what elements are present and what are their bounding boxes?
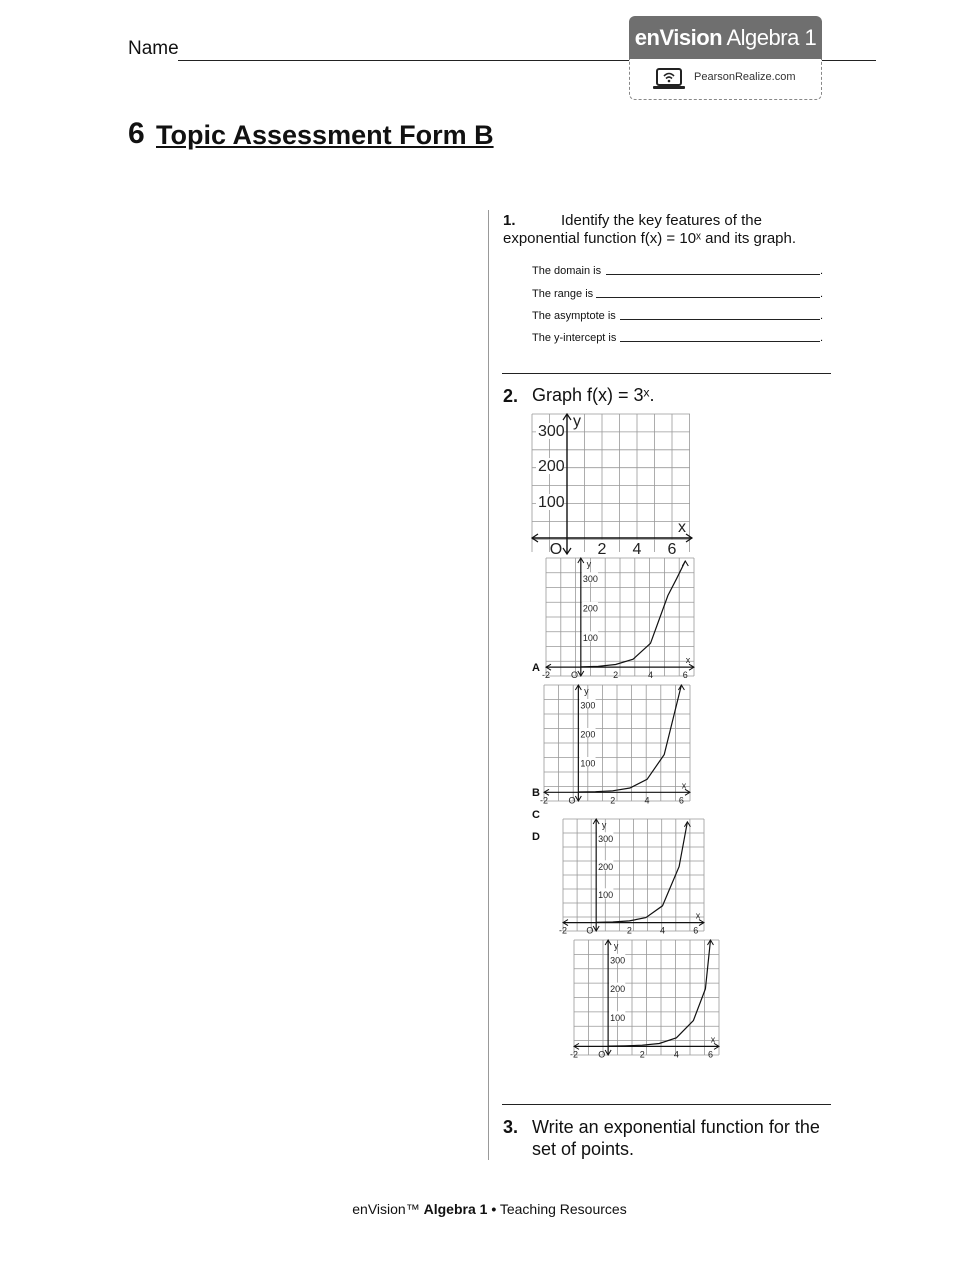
x-tick-label: 4	[673, 1049, 679, 1060]
logo-brand: enVision	[634, 25, 723, 50]
x-tick-label: 2	[639, 1049, 645, 1060]
y-tick-label: 300	[582, 573, 598, 584]
x-tick-label: -2	[541, 670, 551, 681]
series-arrow	[678, 685, 684, 690]
option-c-graph[interactable]	[558, 817, 706, 936]
q2-prompt: Graph f(x) = 3ˣ.	[532, 385, 655, 405]
x-tick-label: -2	[569, 1049, 579, 1060]
option-d-graph[interactable]	[569, 938, 721, 1060]
x-axis-label: x	[710, 1034, 716, 1045]
logo-product: Algebra 1	[726, 25, 817, 50]
blank-y-intercept[interactable]: The y-intercept is .	[532, 332, 824, 344]
y-axis-label: y	[601, 820, 607, 830]
x-tick-label: 4	[660, 925, 666, 936]
q1-number: 1.	[503, 212, 516, 229]
option-label-b[interactable]: B	[532, 787, 540, 799]
column-divider	[488, 210, 489, 1160]
x-axis-label: x	[695, 910, 701, 921]
x-axis-label: x	[678, 519, 686, 536]
origin-label: O	[598, 1049, 606, 1060]
y-tick-label: 200	[582, 603, 598, 614]
blank-asymptote[interactable]: The asymptote is .	[532, 310, 824, 322]
x-axis-label: x	[681, 780, 687, 791]
graph-body	[532, 413, 692, 558]
envision-logo	[629, 16, 822, 59]
y-tick-label: 300	[580, 700, 596, 711]
pearson-realize-badge	[629, 59, 822, 100]
logo-url: PearsonRealize.com	[694, 71, 796, 83]
x-tick-label: 6	[693, 925, 699, 936]
answer-line[interactable]	[596, 297, 820, 298]
y-axis-label: y	[584, 686, 589, 696]
footer-separator: •	[491, 1201, 497, 1217]
y-tick-label: 100	[598, 889, 614, 900]
y-tick-label: 300	[538, 423, 565, 440]
y-tick-label: 200	[598, 861, 614, 872]
blank-domain[interactable]: The domain is .	[532, 265, 824, 277]
name-label: Name	[128, 38, 179, 59]
graph-body	[559, 819, 704, 936]
y-axis-label: y	[573, 413, 581, 430]
y-tick-label: 100	[582, 632, 598, 643]
answer-rule-q1[interactable]	[502, 373, 831, 374]
y-tick-label: 100	[610, 1012, 626, 1023]
blank-label: The range is	[532, 288, 594, 300]
x-axis-label: x	[685, 655, 691, 666]
q2-number: 2.	[503, 386, 519, 406]
option-b-graph[interactable]	[539, 683, 692, 806]
x-tick-label: 6	[678, 795, 684, 806]
y-tick-label: 200	[538, 458, 565, 475]
laptop-wifi-icon	[652, 67, 686, 91]
y-tick-label: 200	[580, 729, 596, 740]
blank-label: The asymptote is	[532, 310, 616, 322]
option-a-graph[interactable]	[541, 556, 696, 681]
graph-body	[570, 940, 719, 1059]
answer-line[interactable]	[606, 274, 820, 275]
graph-body	[542, 558, 694, 680]
origin-label: O	[586, 925, 594, 936]
x-tick-label: 4	[632, 541, 642, 558]
footer-product: Algebra 1	[423, 1201, 488, 1217]
blank-range[interactable]: The range is .	[532, 288, 824, 300]
graph-body	[540, 685, 690, 805]
blank-label: The domain is	[532, 265, 602, 277]
blank-label: The y-intercept is	[532, 332, 617, 344]
y-tick-label: 200	[610, 984, 626, 995]
origin-label: O	[549, 541, 563, 558]
option-label-c[interactable]: C	[532, 809, 540, 821]
y-tick-label: 100	[538, 494, 565, 511]
page-title: Topic Assessment Form B	[156, 120, 494, 150]
y-tick-label: 300	[610, 955, 626, 966]
topic-number: 6	[128, 117, 145, 150]
x-tick-label: 2	[610, 795, 616, 806]
answer-line[interactable]	[620, 341, 820, 342]
answer-line[interactable]	[620, 319, 820, 320]
q1-prompt: Identify the key features of the exponential function f(x) = 10ˣ and its graph.	[503, 212, 797, 247]
answer-rule-q2[interactable]	[502, 1104, 831, 1105]
x-tick-label: -2	[558, 925, 568, 936]
footer-resource: Teaching Resources	[499, 1201, 627, 1217]
page-footer	[0, 1201, 979, 1217]
x-tick-label: 6	[707, 1049, 713, 1060]
x-tick-label: 4	[644, 795, 650, 806]
x-tick-label: 6	[682, 670, 688, 681]
y-tick-label: 300	[598, 833, 614, 844]
y-axis-label: y	[586, 559, 592, 569]
x-tick-label: 2	[613, 670, 619, 681]
option-label-a[interactable]: A	[532, 662, 540, 674]
q3-number: 3.	[503, 1117, 519, 1137]
x-tick-label: -2	[539, 795, 549, 806]
y-axis-label: y	[613, 941, 619, 951]
footer-brand: enVision™	[352, 1201, 420, 1217]
x-tick-label: 2	[597, 541, 607, 558]
x-tick-label: 2	[626, 925, 632, 936]
q3-prompt: Write an exponential function for the set of points.	[532, 1117, 820, 1159]
series-arrow	[682, 561, 688, 566]
origin-label: O	[571, 670, 579, 681]
blank-graph-grid[interactable]	[530, 412, 695, 558]
origin-label: O	[568, 795, 576, 806]
y-tick-label: 100	[580, 758, 596, 769]
option-label-d[interactable]: D	[532, 831, 540, 843]
x-tick-label: 6	[667, 541, 677, 558]
x-tick-label: 4	[647, 670, 653, 681]
